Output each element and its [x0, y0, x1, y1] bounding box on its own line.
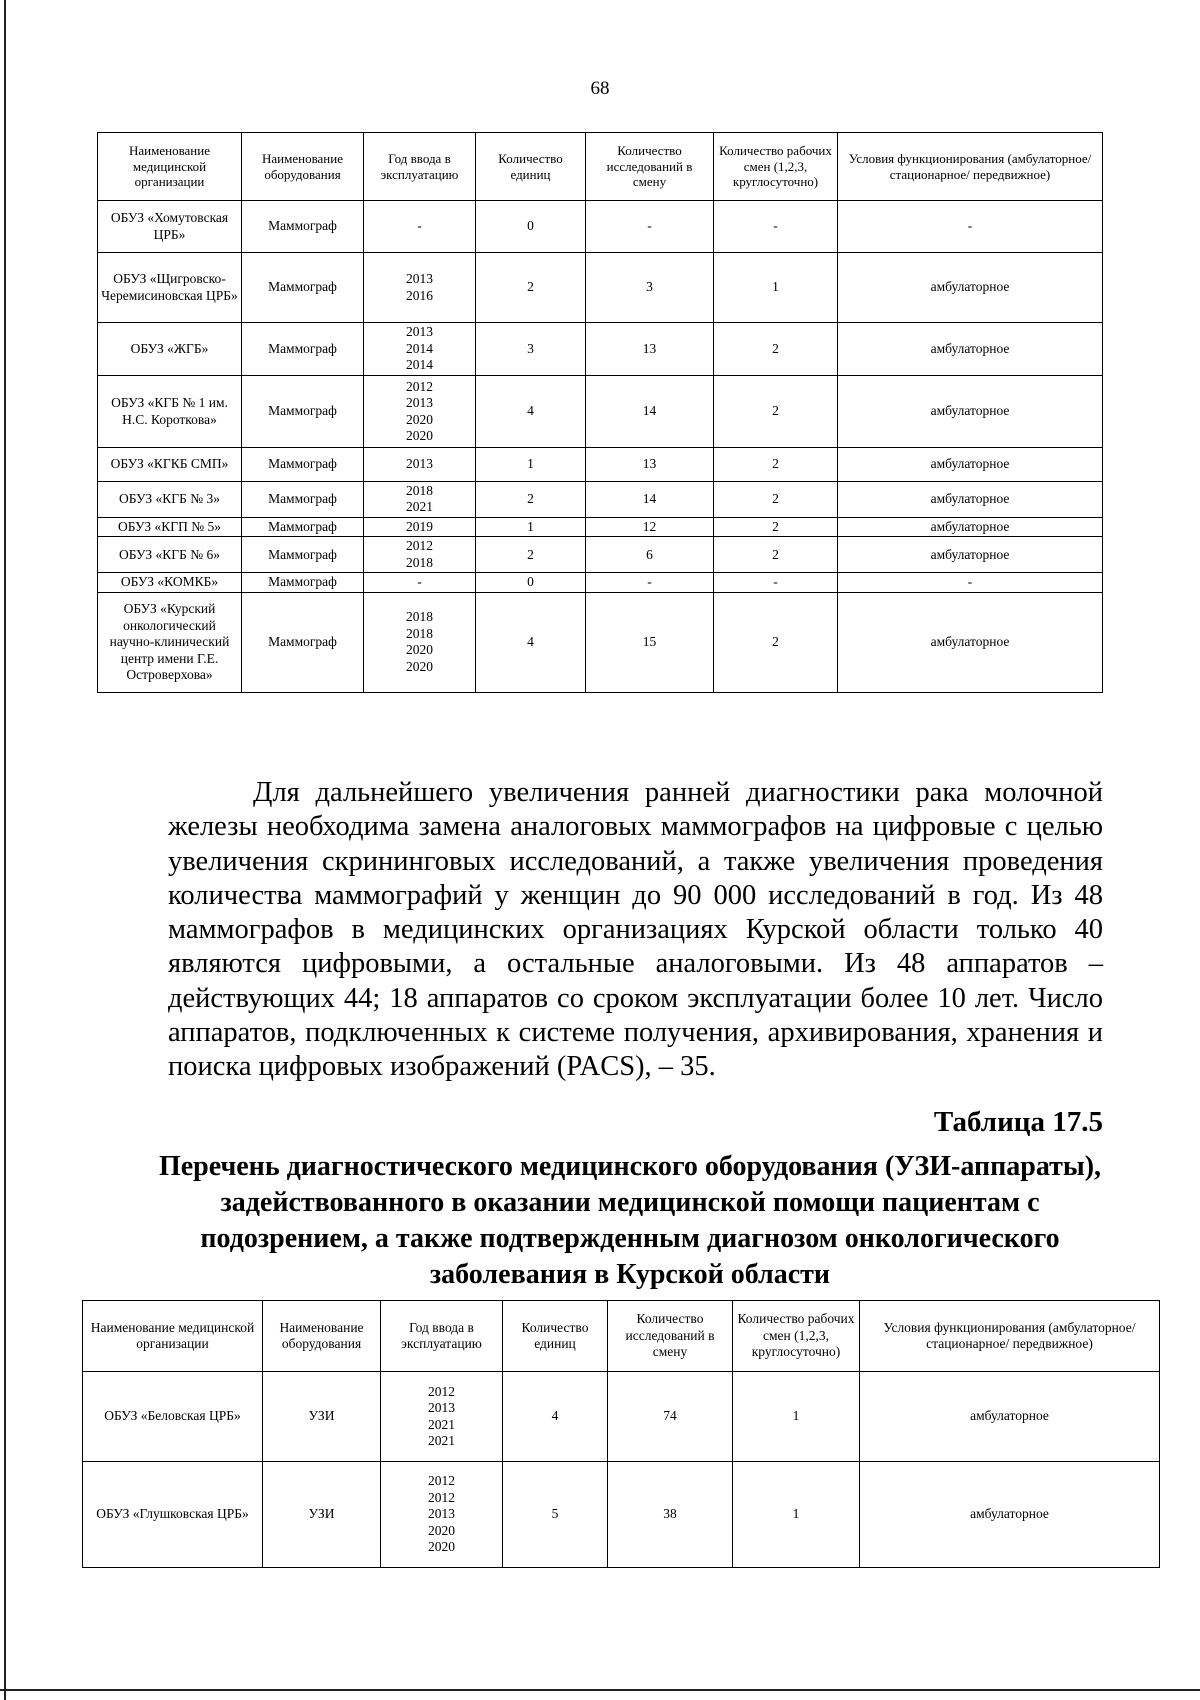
cell-year	[364, 573, 476, 592]
year-value: 2014	[406, 357, 433, 373]
cell-org: ОБУЗ «КГБ № 1 им. Н.С. Короткова»	[98, 376, 242, 448]
cell-units: 4	[503, 1372, 608, 1462]
cell-units: 3	[476, 323, 586, 376]
cell-units: 0	[476, 201, 586, 253]
cell-mode: амбулаторное	[838, 537, 1103, 573]
year-value: 2014	[406, 340, 433, 356]
cell-equipment: Маммограф	[242, 537, 364, 573]
year-value: 2013	[428, 1506, 455, 1522]
cell-mode: амбулаторное	[838, 482, 1103, 518]
cell-mode: амбулаторное	[838, 448, 1103, 482]
cell-units: 2	[476, 253, 586, 323]
year-value: 2016	[406, 287, 433, 303]
table-row	[83, 1372, 1160, 1462]
cell-year	[364, 323, 476, 376]
page-number: 68	[590, 78, 610, 99]
table-row	[98, 448, 1103, 482]
mammograph-table-body	[98, 201, 1103, 693]
cell-equipment: Маммограф	[242, 253, 364, 323]
header-mode: Условия функционирования (амбулаторное/стационарное/ передвижное)	[838, 133, 1103, 201]
cell-studies: 38	[608, 1462, 733, 1568]
table-row	[98, 592, 1103, 692]
cell-studies: 3	[586, 253, 714, 323]
cell-units: 1	[476, 448, 586, 482]
cell-shifts: 2	[714, 482, 838, 518]
year-value: 2020	[428, 1539, 455, 1555]
mammograph-table	[97, 132, 1103, 693]
cell-studies: 15	[586, 592, 714, 692]
header-mode: Условия функционирования (амбулаторное/стационарное/ передвижное)	[860, 1301, 1160, 1372]
table-row	[98, 376, 1103, 448]
year-value: 2021	[406, 499, 433, 515]
year-value: 2019	[406, 518, 433, 534]
cell-org: ОБУЗ «КОМКБ»	[98, 573, 242, 592]
header-org: Наименование медицинской организации	[98, 133, 242, 201]
header-units: Количество единиц	[476, 133, 586, 201]
cell-studies: -	[586, 201, 714, 253]
cell-shifts: -	[714, 201, 838, 253]
header-studies: Количество исследований в смену	[586, 133, 714, 201]
cell-equipment: Маммограф	[242, 448, 364, 482]
cell-org: ОБУЗ «Щигровско-Черемисиновская ЦРБ»	[98, 253, 242, 323]
cell-studies: -	[586, 573, 714, 592]
year-value: -	[417, 574, 422, 590]
cell-units: 4	[476, 376, 586, 448]
year-value: 2013	[406, 456, 433, 472]
cell-org: ОБУЗ «КГБ № 3»	[98, 482, 242, 518]
cell-year	[364, 482, 476, 518]
table-title: Перечень диагностического медицинского оборудования (УЗИ-аппараты), задействованного в оказании медицинской помощи пациентам с подозрением, а также подтвержденным диагнозом онкологического заболевания в Курской области	[158, 1151, 1102, 1290]
year-value: 2018	[406, 609, 433, 625]
year-value: 2021	[428, 1432, 455, 1448]
year-value: 2012	[406, 378, 433, 394]
header-units: Количество единиц	[503, 1301, 608, 1372]
cell-equipment: Маммограф	[242, 482, 364, 518]
cell-mode: амбулаторное	[838, 323, 1103, 376]
ultrasound-table-body	[83, 1372, 1160, 1568]
table-row	[98, 537, 1103, 573]
cell-mode: амбулаторное	[860, 1462, 1160, 1568]
year-value: -	[417, 218, 422, 234]
cell-year	[364, 376, 476, 448]
cell-studies: 14	[586, 376, 714, 448]
cell-shifts: 2	[714, 448, 838, 482]
cell-mode: амбулаторное	[860, 1372, 1160, 1462]
header-year: Год ввода в эксплуатацию	[381, 1301, 503, 1372]
cell-mode: амбулаторное	[838, 592, 1103, 692]
cell-shifts: 1	[733, 1462, 860, 1568]
header-org: Наименование медицинской организации	[83, 1301, 263, 1372]
cell-equipment: Маммограф	[242, 201, 364, 253]
year-value: 2012	[428, 1383, 455, 1399]
table-row	[98, 253, 1103, 323]
cell-units: 5	[503, 1462, 608, 1568]
table-label: Таблица 17.5	[933, 1106, 1103, 1138]
cell-org: ОБУЗ «КГП № 5»	[98, 517, 242, 536]
cell-year	[381, 1372, 503, 1462]
cell-shifts: 2	[714, 323, 838, 376]
scan-edge-left	[4, 0, 6, 1700]
cell-equipment: Маммограф	[242, 323, 364, 376]
table-header-row	[83, 1301, 1160, 1372]
cell-year	[381, 1462, 503, 1568]
year-value: 2020	[406, 642, 433, 658]
cell-year	[364, 592, 476, 692]
cell-studies: 6	[586, 537, 714, 573]
cell-equipment: Маммограф	[242, 376, 364, 448]
cell-org: ОБУЗ «Беловская ЦРБ»	[83, 1372, 263, 1462]
cell-studies: 74	[608, 1372, 733, 1462]
year-value: 2013	[428, 1400, 455, 1416]
cell-equipment: УЗИ	[263, 1462, 381, 1568]
header-shifts: Количество рабочих смен (1,2,3, круглосуточно)	[714, 133, 838, 201]
cell-units: 4	[476, 592, 586, 692]
cell-shifts: 1	[714, 253, 838, 323]
cell-org: ОБУЗ «Курский онкологический научно-клинический центр имени Г.Е. Островерхова»	[98, 592, 242, 692]
body-paragraph: Для дальнейшего увеличения ранней диагностики рака молочной железы необходима замена аналоговых маммографов на цифровые с целью увеличения скрининговых исследований, а также увеличения проведения количества маммографий у женщин до 90 000 исследований в год. Из 48 маммографов в медицинских организациях Курской области только 40 являются цифровыми, а остальные аналоговыми. Из 48 аппаратов – действующих 44; 18 аппаратов со сроком эксплуатации более 10 лет. Число аппаратов, подключенных к системе получения, архивирования, хранения и поиска цифровых изображений (PACS), – 35.	[168, 777, 1103, 1083]
cell-org: ОБУЗ «Хомутовская ЦРБ»	[98, 201, 242, 253]
cell-units: 2	[476, 537, 586, 573]
year-value: 2018	[406, 625, 433, 641]
cell-studies: 13	[586, 323, 714, 376]
year-value: 2020	[428, 1522, 455, 1538]
cell-shifts: -	[714, 573, 838, 592]
cell-mode: амбулаторное	[838, 253, 1103, 323]
table-row	[98, 323, 1103, 376]
table-row	[83, 1462, 1160, 1568]
table-row	[98, 573, 1103, 592]
cell-year	[364, 448, 476, 482]
cell-org: ОБУЗ «КГБ № 6»	[98, 537, 242, 573]
cell-org: ОБУЗ «Глушковская ЦРБ»	[83, 1462, 263, 1568]
year-value: 2013	[406, 324, 433, 340]
cell-equipment: Маммограф	[242, 573, 364, 592]
cell-shifts: 2	[714, 592, 838, 692]
table-header-row	[98, 133, 1103, 201]
cell-shifts: 2	[714, 376, 838, 448]
year-value: 2012	[428, 1489, 455, 1505]
table-row	[98, 517, 1103, 536]
year-value: 2020	[406, 427, 433, 443]
ultrasound-table	[82, 1300, 1160, 1568]
cell-equipment: Маммограф	[242, 517, 364, 536]
scan-edge-bottom	[0, 1689, 1200, 1691]
cell-org: ОБУЗ «ЖГБ»	[98, 323, 242, 376]
header-equipment: Наименование оборудования	[263, 1301, 381, 1372]
cell-studies: 14	[586, 482, 714, 518]
year-value: 2012	[406, 538, 433, 554]
header-shifts: Количество рабочих смен (1,2,3, круглосуточно)	[733, 1301, 860, 1372]
cell-mode: -	[838, 201, 1103, 253]
cell-mode: амбулаторное	[838, 376, 1103, 448]
year-value: 2013	[406, 395, 433, 411]
year-value: 2020	[406, 658, 433, 674]
cell-units: 2	[476, 482, 586, 518]
cell-equipment: Маммограф	[242, 592, 364, 692]
cell-year	[364, 537, 476, 573]
year-value: 2018	[406, 483, 433, 498]
cell-mode: амбулаторное	[838, 517, 1103, 536]
year-value: 2018	[406, 554, 433, 570]
cell-year	[364, 517, 476, 536]
table-row	[98, 201, 1103, 253]
cell-equipment: УЗИ	[263, 1372, 381, 1462]
cell-shifts: 2	[714, 537, 838, 573]
header-studies: Количество исследований в смену	[608, 1301, 733, 1372]
cell-shifts: 2	[714, 517, 838, 536]
cell-shifts: 1	[733, 1372, 860, 1462]
cell-mode: -	[838, 573, 1103, 592]
header-year: Год ввода в эксплуатацию	[364, 133, 476, 201]
header-equipment: Наименование оборудования	[242, 133, 364, 201]
cell-units: 1	[476, 517, 586, 536]
year-value: 2020	[406, 411, 433, 427]
table-row	[98, 482, 1103, 518]
cell-org: ОБУЗ «КГКБ СМП»	[98, 448, 242, 482]
cell-year	[364, 253, 476, 323]
cell-studies: 12	[586, 517, 714, 536]
cell-studies: 13	[586, 448, 714, 482]
cell-units: 0	[476, 573, 586, 592]
year-value: 2021	[428, 1416, 455, 1432]
year-value: 2013	[406, 271, 433, 287]
cell-year	[364, 201, 476, 253]
year-value: 2012	[428, 1473, 455, 1489]
